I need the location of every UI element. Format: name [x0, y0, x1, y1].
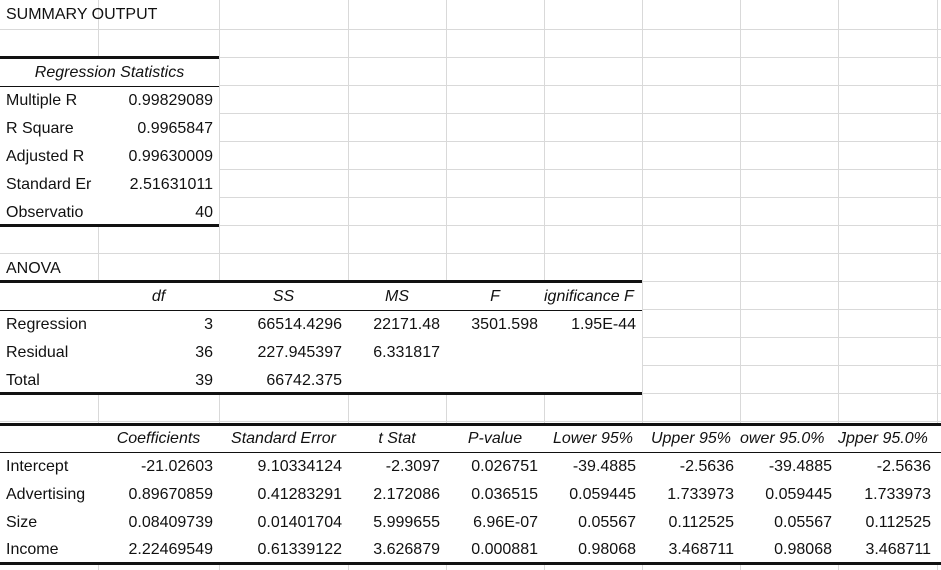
- coef-cell: -21.02603: [140, 458, 213, 475]
- coef-cell: 1.733973: [864, 486, 931, 503]
- anova-cell: 66742.375: [266, 372, 342, 389]
- coef-cell: 0.05567: [578, 514, 636, 531]
- anova-column-header: MS: [385, 288, 409, 305]
- anova-cell: 3: [204, 316, 213, 333]
- stat-label: Multiple R: [6, 92, 78, 109]
- anova-cell: 227.945397: [257, 344, 342, 361]
- anova-cell: 22171.48: [373, 316, 440, 333]
- anova-column-header: SS: [272, 288, 295, 305]
- coef-cell: 0.036515: [471, 486, 538, 503]
- coef-column-header: P-value: [467, 430, 523, 447]
- summary-output-title: SUMMARY OUTPUT: [6, 6, 158, 23]
- coef-cell: -2.5636: [876, 458, 931, 475]
- coef-column-header: Upper 95%: [650, 430, 732, 447]
- stat-label: R Square: [6, 120, 74, 137]
- coef-cell: 0.41283291: [257, 486, 342, 503]
- anova-row-label: Residual: [6, 344, 69, 361]
- coef-cell: 3.468711: [668, 541, 734, 558]
- coef-cell: 9.10334124: [257, 458, 342, 475]
- coef-cell: 3.468711: [865, 541, 931, 558]
- coef-cell: 0.89670859: [128, 486, 213, 503]
- coef-row-label: Income: [6, 541, 59, 558]
- coef-cell: 0.98068: [578, 541, 636, 558]
- stat-value: 2.51631011: [129, 176, 213, 193]
- stat-value: 40: [195, 204, 213, 221]
- anova-column-header: F: [490, 288, 500, 305]
- stat-value: 0.9965847: [137, 120, 213, 137]
- coef-cell: -39.4885: [572, 458, 636, 475]
- coef-cell: 0.000881: [471, 541, 538, 558]
- coef-column-header: t Stat: [378, 430, 416, 447]
- coef-cell: 0.08409739: [128, 514, 213, 531]
- anova-cell: 66514.4296: [257, 316, 342, 333]
- coef-cell: 1.733973: [667, 486, 734, 503]
- coef-cell: -2.3097: [385, 458, 440, 475]
- coef-cell: 2.22469549: [128, 541, 213, 558]
- coef-cell: 0.01401704: [257, 514, 342, 531]
- coef-cell: -2.5636: [679, 458, 734, 475]
- anova-cell: 36: [195, 344, 213, 361]
- stat-label: Adjusted R: [6, 148, 85, 165]
- anova-column-header: df: [151, 288, 166, 305]
- anova-row-label: Total: [6, 372, 40, 389]
- coef-column-header: ower 95.0%: [740, 430, 825, 447]
- anova-cell: 3501.598: [471, 316, 538, 333]
- stat-label: Observatio: [6, 204, 84, 221]
- coef-cell: 0.059445: [569, 486, 636, 503]
- regression-statistics-header: Regression Statistics: [34, 64, 185, 81]
- coef-cell: 0.05567: [774, 514, 832, 531]
- gridline: [0, 253, 941, 254]
- coef-column-header: Lower 95%: [552, 430, 634, 447]
- coef-cell: 0.112525: [668, 514, 734, 531]
- coef-cell: 5.999655: [373, 514, 440, 531]
- coef-column-header: Standard Error: [231, 430, 336, 447]
- coef-cell: 0.98068: [774, 541, 832, 558]
- anova-cell: 6.331817: [373, 344, 440, 361]
- stat-value: 0.99630009: [128, 148, 213, 165]
- coef-cell: 0.112525: [865, 514, 931, 531]
- anova-cell: 1.95E-44: [571, 316, 636, 333]
- gridline: [0, 421, 941, 422]
- coef-column-header: Jpper 95.0%: [838, 430, 928, 447]
- coef-cell: 0.61339122: [257, 541, 342, 558]
- coef-cell: 2.172086: [373, 486, 440, 503]
- stat-value: 0.99829089: [128, 92, 213, 109]
- gridline: [0, 29, 941, 30]
- coef-column-header: Coefficients: [116, 430, 201, 447]
- anova-column-header: ignificance F: [544, 288, 634, 305]
- coef-cell: 0.059445: [765, 486, 832, 503]
- stat-label: Standard Er: [6, 176, 92, 193]
- anova-title: ANOVA: [6, 260, 61, 277]
- coef-cell: 3.626879: [373, 541, 440, 558]
- coef-cell: 0.026751: [471, 458, 538, 475]
- coef-cell: -39.4885: [768, 458, 832, 475]
- anova-row-label: Regression: [6, 316, 87, 333]
- anova-cell: 39: [195, 372, 213, 389]
- coef-row-label: Intercept: [6, 458, 69, 475]
- coef-row-label: Advertising: [6, 486, 86, 503]
- coef-row-label: Size: [6, 514, 38, 531]
- coef-cell: 6.96E-07: [473, 514, 538, 531]
